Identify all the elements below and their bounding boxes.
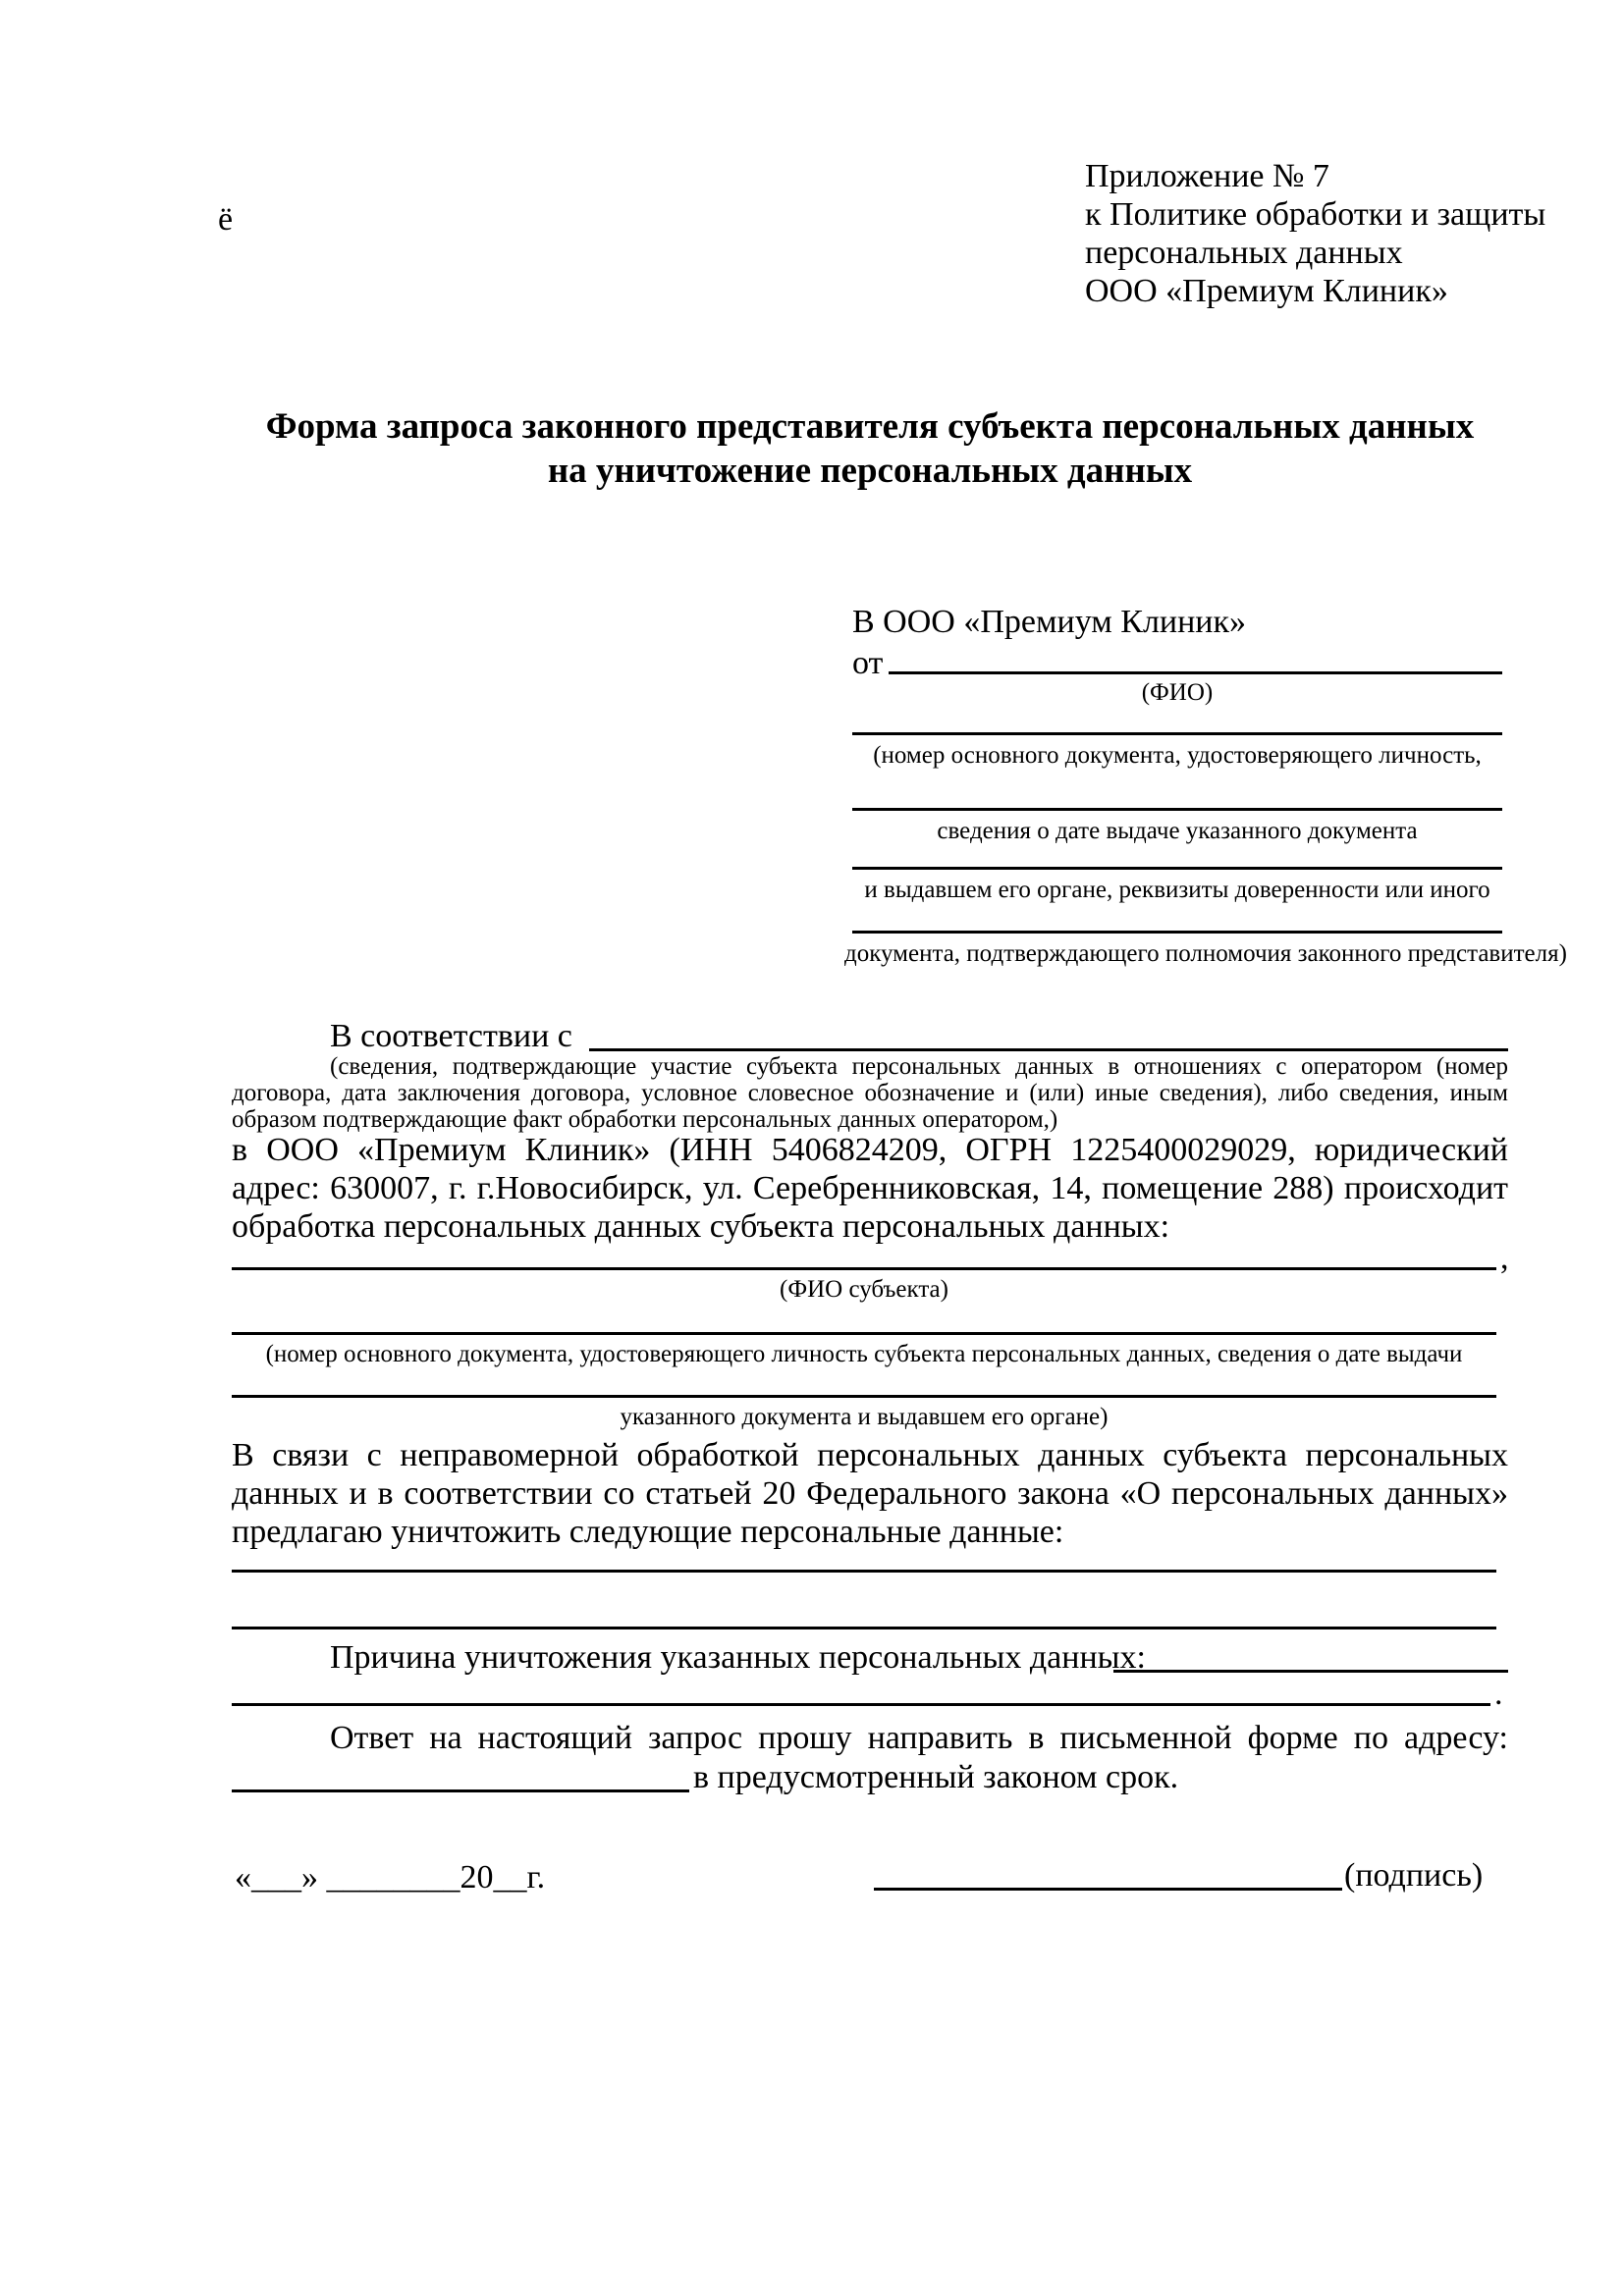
subject-fio-comma: , bbox=[1500, 1240, 1509, 1276]
doc-authority-fill-line[interactable] bbox=[852, 867, 1502, 870]
reason-period: . bbox=[1494, 1676, 1503, 1712]
reason-fill-line-1[interactable] bbox=[1113, 1670, 1508, 1673]
appendix-line: персональных данных bbox=[1085, 235, 1403, 271]
subject-doc-caption-2: указанного документа и выдавшем его органе) bbox=[620, 1404, 1109, 1430]
doc-caption-4: документа, подтверждающего полномочия законного представителя) bbox=[844, 940, 1567, 967]
doc-caption-3: и выдавшем его органе, реквизиты доверенности или иного bbox=[864, 877, 1490, 903]
fio-caption: (ФИО) bbox=[1141, 679, 1214, 706]
signature-caption: (подпись) bbox=[1344, 1857, 1484, 1894]
page-title-line1: Форма запроса законного представителя субъекта персональных данных bbox=[265, 406, 1475, 447]
doc-caption-1: (номер основного документа, удостоверяющего личность, bbox=[873, 742, 1482, 769]
reason-fill-line-2[interactable] bbox=[232, 1703, 1490, 1706]
subject-doc-caption-1: (номер основного документа, удостоверяющего личность субъекта персональных данных, сведения о дате выдачи bbox=[265, 1341, 1463, 1367]
page-title bbox=[232, 404, 1508, 493]
representative-doc-fill-line[interactable] bbox=[852, 931, 1502, 934]
appendix-block bbox=[1085, 157, 1546, 310]
reason-label: Причина уничтожения указанных персональных данных: bbox=[330, 1639, 1146, 1676]
unlawful-paragraph: В связи с неправомерной обработкой персональных данных субъекта персональных данных и в соответствии со статьей 20 Федерального закона «О персональных данных» предлагаю уничтожить следующие персональные данные: bbox=[232, 1437, 1508, 1550]
page-title-line2: на уничтожение персональных данных bbox=[547, 451, 1193, 491]
signature-fill-line[interactable] bbox=[874, 1888, 1342, 1891]
fio-fill-line[interactable] bbox=[889, 671, 1502, 674]
doc-caption-2: сведения о дате выдаче указанного документа bbox=[937, 818, 1418, 844]
doc-issue-date-fill-line[interactable] bbox=[852, 808, 1502, 811]
operator-paragraph: в ООО «Премиум Клиник» (ИНН 5406824209, ОГРН 1225400029029, юридический адрес: 630007, г. г.Новосибирск, ул. Серебренниковская, 14, помещение 288) происходит обработка персональных данных субъекта персональных данных: bbox=[232, 1132, 1508, 1245]
appendix-line: Приложение № 7 bbox=[1085, 158, 1329, 194]
subject-fio-caption: (ФИО субъекта) bbox=[780, 1276, 948, 1303]
stray-char: ё bbox=[218, 201, 234, 238]
addressee-from-label: от bbox=[852, 645, 884, 681]
date-fill-line[interactable]: «___» ________20__г. bbox=[235, 1859, 546, 1896]
addressee-to: В ООО «Премиум Клиник» bbox=[852, 604, 1247, 640]
answer-tail: в предусмотренный законом срок. bbox=[693, 1759, 1179, 1795]
doc-number-fill-line[interactable] bbox=[852, 732, 1502, 735]
data-to-destroy-fill-line-2[interactable] bbox=[232, 1627, 1496, 1629]
subject-doc-fill-line[interactable] bbox=[232, 1332, 1496, 1335]
subject-doc-authority-fill-line[interactable] bbox=[232, 1395, 1496, 1398]
accordance-fill-line[interactable] bbox=[589, 1048, 1508, 1051]
accordance-label: В соответствии с bbox=[330, 1018, 572, 1054]
answer-paragraph: Ответ на настоящий запрос прошу направить в письменной форме по адресу: bbox=[330, 1720, 1508, 1756]
data-to-destroy-fill-line-1[interactable] bbox=[232, 1570, 1496, 1573]
subject-fio-fill-line[interactable] bbox=[232, 1267, 1496, 1270]
accordance-caption: (сведения, подтверждающие участие субъекта персональных данных в отношениях с оператором (номер договора, дата заключения договора, условное словесное обозначение и (или) иные сведения), либо сведения, иным образом подтверждающие факт обработки персональных данных оператором,) bbox=[232, 1053, 1508, 1133]
answer-address-fill-line[interactable] bbox=[232, 1789, 689, 1792]
appendix-line: ООО «Премиум Клиник» bbox=[1085, 273, 1448, 309]
appendix-line: к Политике обработки и защиты bbox=[1085, 196, 1546, 233]
